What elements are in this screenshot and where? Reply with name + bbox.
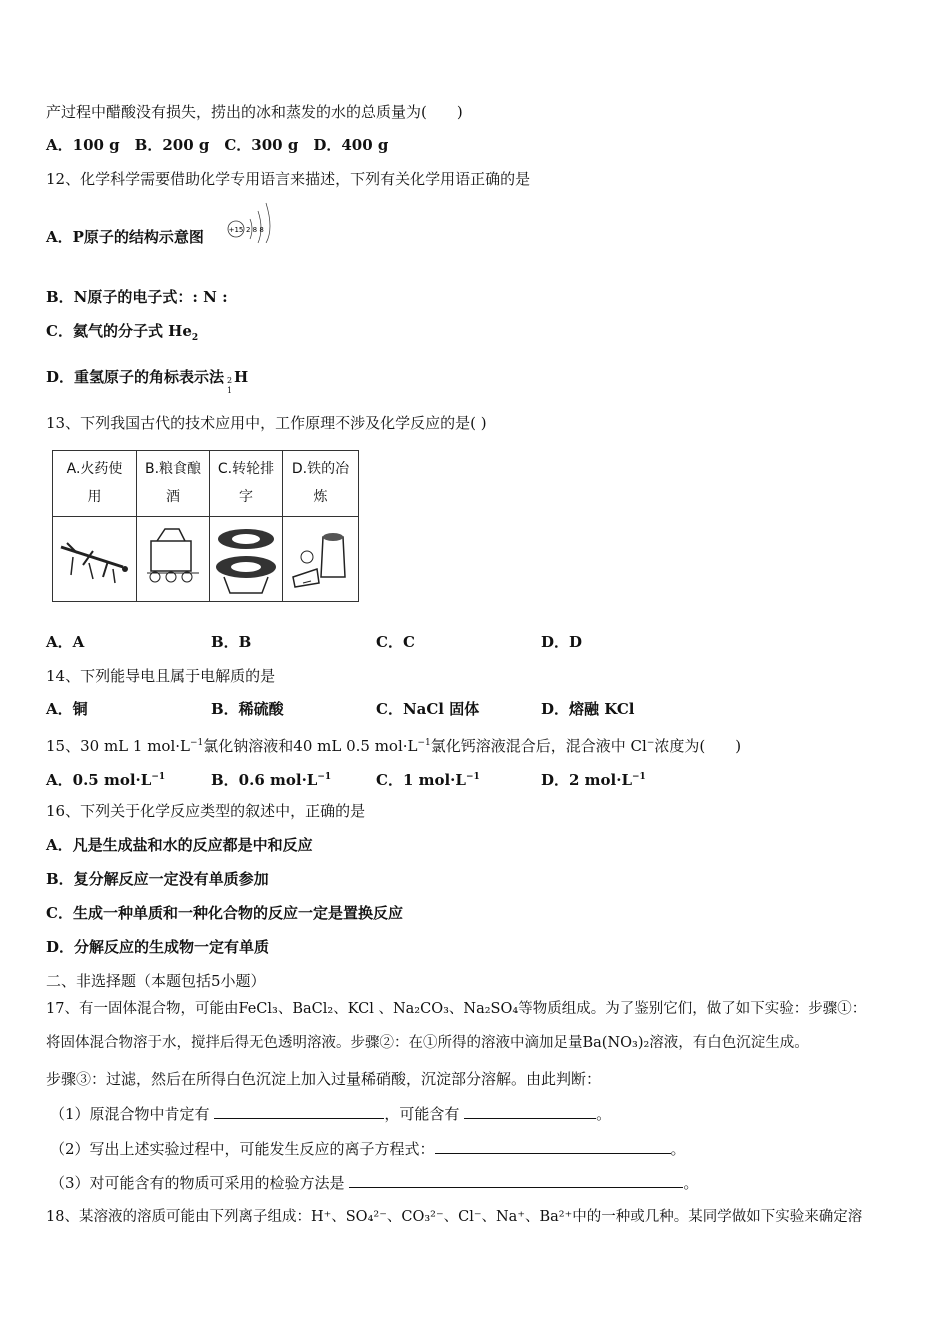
answer-blank[interactable] bbox=[464, 1102, 596, 1119]
brewing-illustration bbox=[137, 517, 210, 601]
q17-part-3: （3）对可能含有的物质可采用的检验方法是 。 bbox=[50, 1171, 698, 1194]
q13-option-c: C．C bbox=[376, 633, 415, 651]
q17-line-2: 将固体混合物溶于水，搅拌后得无色透明溶液。步骤②：在①所得的溶液中滴加足量Ba(NO₃)₂溶液，有白色沉淀生成。 bbox=[46, 1035, 809, 1051]
shell-numbers: 2 8 8 bbox=[246, 226, 264, 234]
q16-option-c: C．生成一种单质和一种化合物的反应一定是置换反应 bbox=[46, 904, 403, 922]
q13-option-d: D．D bbox=[541, 633, 583, 651]
q12-stem: 12、化学科学需要借助化学专用语言来描述，下列有关化学用语正确的是 bbox=[46, 170, 531, 188]
section-heading: 二、非选择题（本题包括5小题） bbox=[46, 972, 266, 990]
q13-option-b: B．B bbox=[211, 633, 252, 651]
iron-smelting-illustration bbox=[283, 517, 358, 601]
q16-stem: 16、下列关于化学反应类型的叙述中，正确的是 bbox=[46, 802, 366, 820]
answer-blank[interactable] bbox=[435, 1137, 671, 1154]
q11-options: A．100 g B．200 g C．300 g D．400 g bbox=[46, 136, 389, 154]
q18-stem: 18、某溶液的溶质可能由下列离子组成：H⁺、SO₄²⁻、CO₃²⁻、Cl⁻、Na⁺、Ba²⁺中的一种或几种。某同学做如下实验来确定溶 bbox=[46, 1209, 863, 1225]
q14-option-a: A．铜 bbox=[46, 700, 88, 718]
answer-blank[interactable] bbox=[349, 1171, 683, 1188]
q17-part-2: （2）写出上述实验过程中，可能发生反应的离子方程式： 。 bbox=[50, 1137, 686, 1160]
movable-type-illustration bbox=[210, 517, 283, 601]
answer-blank[interactable] bbox=[214, 1102, 384, 1119]
nucleus-label: +15 bbox=[228, 226, 244, 234]
atom-structure-diagram bbox=[226, 199, 280, 243]
text-line: 产过程中醋酸没有损失，捞出的冰和蒸发的水的总质量为( ) bbox=[46, 103, 463, 121]
q16-option-b: B．复分解反应一定没有单质参加 bbox=[46, 870, 269, 888]
q14-option-d: D．熔融 KCl bbox=[541, 700, 635, 718]
q15-stem: 15、30 mL 1 $mol\cdot L^{-1}$氯化钠溶液和40 mL 0.5 $mol\cdot L^{-1}$氯化钙溶液混合后，混合液中 Cl−浓度为( ) bbox=[46, 737, 742, 755]
q13-stem: 13、下列我国古代的技术应用中，工作原理不涉及化学反应的是( ) bbox=[46, 414, 487, 432]
q15-option-d: D．2 $mol\cdot L^{-1}$ bbox=[541, 771, 646, 789]
q17-line-1: 17、有一固体混合物，可能由FeCl₃、BaCl₂、KCl 、Na₂CO₃、Na₂SO₄等物质组成。为了鉴别它们，做了如下实验：步骤①： bbox=[46, 1001, 867, 1017]
q12-option-b: B．N原子的电子式：: N : bbox=[46, 288, 228, 306]
q16-option-a: A．凡是生成盐和水的反应都是中和反应 bbox=[46, 836, 313, 854]
q13-table bbox=[52, 450, 359, 602]
table-header-a: A.火药使 用 bbox=[53, 451, 137, 517]
gunpowder-illustration bbox=[53, 517, 137, 601]
table-header-c: C.转轮排 字 bbox=[210, 451, 283, 517]
q17-line-3: 步骤③：过滤，然后在所得白色沉淀上加入过量稀硝酸，沉淀部分溶解。由此判断： bbox=[46, 1070, 602, 1088]
q15-option-b: B．0.6 $mol\cdot L^{-1}$ bbox=[211, 771, 332, 789]
q12-option-c: C．氦气的分子式 $He_2$ bbox=[46, 322, 199, 343]
q12-option-d: D．重氢原子的角标表示法 2 1 H bbox=[46, 368, 249, 395]
q13-option-a: A．A bbox=[46, 633, 85, 651]
q17-part-1: （1）原混合物中肯定有 ，可能含有 。 bbox=[50, 1102, 611, 1125]
q16-option-d: D．分解反应的生成物一定有单质 bbox=[46, 938, 270, 956]
q15-option-c: C．1 $mol\cdot L^{-1}$ bbox=[376, 771, 480, 789]
q14-stem: 14、下列能导电且属于电解质的是 bbox=[46, 667, 276, 685]
q14-option-b: B．稀硫酸 bbox=[211, 700, 284, 718]
q15-option-a: A．0.5 $mol\cdot L^{-1}$ bbox=[46, 771, 166, 789]
q12-option-a: A．P原子的结构示意图 bbox=[46, 228, 204, 246]
q14-option-c: C．NaCl 固体 bbox=[376, 700, 480, 718]
table-header-d: D.铁的冶 炼 bbox=[283, 451, 358, 517]
table-header-b: B.粮食酿 酒 bbox=[137, 451, 210, 517]
